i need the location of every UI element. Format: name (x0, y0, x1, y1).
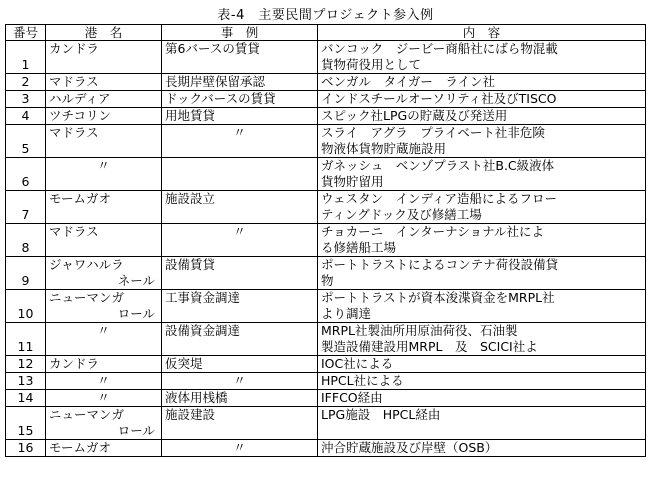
detail-line: ポートトラストが資本浚渫資金をMRPL社 (321, 290, 555, 305)
table-row (6, 323, 646, 356)
port-name-cell (46, 290, 162, 323)
row-number: 9 (6, 257, 46, 290)
port-name-cell (46, 440, 162, 457)
table-body (6, 41, 646, 457)
port-name-cell (46, 224, 162, 257)
detail-cell (318, 108, 646, 125)
port-name: ロール (117, 306, 155, 321)
detail-line: インドスチールオーソリティ社及びTISCO (321, 91, 557, 106)
detail-line: チョカーニ インターナショナル社によ (321, 224, 545, 239)
case-cell: 施設建設 (162, 407, 318, 440)
port-name: カンドラ (49, 41, 100, 56)
row-number: 13 (6, 373, 46, 390)
case-cell: 用地賃貸 (162, 108, 318, 125)
table-row (6, 91, 646, 108)
table-row (6, 41, 646, 74)
detail-cell (318, 41, 646, 74)
port-name: モームガオ (49, 191, 112, 206)
detail-line: 製造設備建設用MRPL 及 SCICI社よ (321, 339, 538, 354)
row-number: 4 (6, 108, 46, 125)
port-name: ロール (117, 423, 155, 438)
case-cell: 設備資金調達 (162, 323, 318, 356)
port-name: 〃 (97, 373, 110, 388)
port-name-cell (46, 108, 162, 125)
table-row (6, 407, 646, 440)
table-row (6, 257, 646, 290)
table-header-row (6, 25, 646, 41)
detail-line: 物液体貨物貯蔵施設用 (321, 141, 447, 156)
port-name-cell (46, 41, 162, 74)
detail-cell (318, 323, 646, 356)
header-no: 番号 (6, 25, 46, 41)
row-number: 3 (6, 91, 46, 108)
port-name-cell (46, 373, 162, 390)
header-case: 事 例 (162, 25, 318, 41)
detail-cell (318, 191, 646, 224)
row-number: 11 (6, 323, 46, 356)
port-name-cell (46, 257, 162, 290)
detail-line: 貨物貯留用 (321, 174, 384, 189)
row-number: 1 (6, 41, 46, 74)
detail-line: スピック社LPGの貯蔵及び発送用 (321, 108, 508, 123)
table-row (6, 224, 646, 257)
detail-cell (318, 373, 646, 390)
case-cell: 〃 (162, 224, 318, 257)
port-name: モームガオ (49, 440, 112, 455)
detail-cell (318, 158, 646, 191)
case-cell: 工事資金調達 (162, 290, 318, 323)
port-name-cell (46, 125, 162, 158)
table-row (6, 125, 646, 158)
port-name: カンドラ (49, 356, 100, 371)
case-cell: 長期岸壁保留承認 (162, 74, 318, 91)
row-number: 12 (6, 356, 46, 373)
detail-line: 沖合貯蔵施設及び岸壁（OSB） (321, 440, 498, 455)
detail-cell (318, 440, 646, 457)
port-name-cell (46, 323, 162, 356)
row-number: 15 (6, 407, 46, 440)
detail-line: MRPL社製油所用原油荷役、石油製 (321, 323, 518, 338)
detail-line: ガネッシュ ベンゾプラスト社B.C級液体 (321, 158, 555, 173)
detail-line: ベンガル タイガー ライン社 (321, 74, 496, 89)
detail-cell (318, 257, 646, 290)
port-name: マドラス (49, 224, 99, 239)
case-cell: 設備賃貸 (162, 257, 318, 290)
detail-cell (318, 224, 646, 257)
detail-cell (318, 390, 646, 407)
row-number: 6 (6, 158, 46, 191)
table-row (6, 373, 646, 390)
port-name-cell (46, 356, 162, 373)
detail-cell (318, 407, 646, 440)
detail-line: る修繕船工場 (321, 240, 397, 255)
port-name-cell (46, 407, 162, 440)
port-name: ネール (117, 273, 155, 288)
table-row (6, 108, 646, 125)
case-cell: 第6バースの賃貸 (162, 41, 318, 74)
projects-table (5, 24, 646, 457)
port-name: ニューマンガ (49, 407, 125, 422)
case-cell: 〃 (162, 125, 318, 158)
header-detail: 内 容 (318, 25, 646, 41)
row-number: 8 (6, 224, 46, 257)
port-name-cell (46, 390, 162, 407)
detail-cell (318, 125, 646, 158)
detail-line: ティングドック及び修繕工場 (321, 207, 482, 222)
table-row (6, 191, 646, 224)
port-name: ツチコリン (49, 108, 112, 123)
detail-line: LPG施設 HPCL経由 (321, 407, 441, 422)
detail-cell (318, 290, 646, 323)
header-port: 港 名 (46, 25, 162, 41)
table-row (6, 390, 646, 407)
case-cell: 施設設立 (162, 191, 318, 224)
detail-cell (318, 356, 646, 373)
table-row (6, 356, 646, 373)
detail-line: IFFCO経由 (321, 390, 383, 405)
detail-line: 物 (321, 273, 334, 288)
case-cell: 〃 (162, 440, 318, 457)
table-row (6, 290, 646, 323)
row-number: 14 (6, 390, 46, 407)
detail-cell (318, 91, 646, 108)
port-name: ニューマンガ (49, 290, 125, 305)
case-cell (162, 158, 318, 191)
case-cell: 〃 (162, 373, 318, 390)
detail-line: より調達 (321, 306, 372, 321)
table-row (6, 158, 646, 191)
detail-line: バンコック ジービー商船社にばら物混載 (321, 41, 558, 56)
detail-line: 貨物荷役用として (321, 57, 422, 72)
port-name: マドラス (49, 74, 99, 89)
detail-line: ポートトラストによるコンテナ荷役設備貸 (321, 257, 559, 272)
row-number: 7 (6, 191, 46, 224)
row-number: 5 (6, 125, 46, 158)
detail-cell (318, 74, 646, 91)
port-name-cell (46, 191, 162, 224)
row-number: 10 (6, 290, 46, 323)
table-title: 表-4 主要民間プロジェクト参入例 (217, 8, 434, 23)
row-number: 16 (6, 440, 46, 457)
case-cell: ドックバースの賃貸 (162, 91, 318, 108)
table-row (6, 74, 646, 91)
port-name-cell (46, 91, 162, 108)
table-row (6, 440, 646, 457)
port-name-cell (46, 74, 162, 91)
detail-line: ウェスタン インディア造船によるフロー (321, 191, 558, 206)
case-cell: 液体用桟橋 (162, 390, 318, 407)
port-name: 〃 (97, 390, 110, 405)
case-cell: 仮突堤 (162, 356, 318, 373)
port-name: 〃 (97, 158, 110, 173)
port-name: ジャワハルラ (49, 257, 124, 272)
detail-line: スライ アグラ プライベート社非危険 (321, 125, 545, 140)
port-name: ハルディア (49, 91, 111, 106)
detail-line: IOC社による (321, 356, 394, 371)
port-name-cell (46, 158, 162, 191)
port-name: マドラス (49, 125, 99, 140)
detail-line: HPCL社による (321, 373, 404, 388)
row-number: 2 (6, 74, 46, 91)
port-name: 〃 (97, 323, 110, 338)
